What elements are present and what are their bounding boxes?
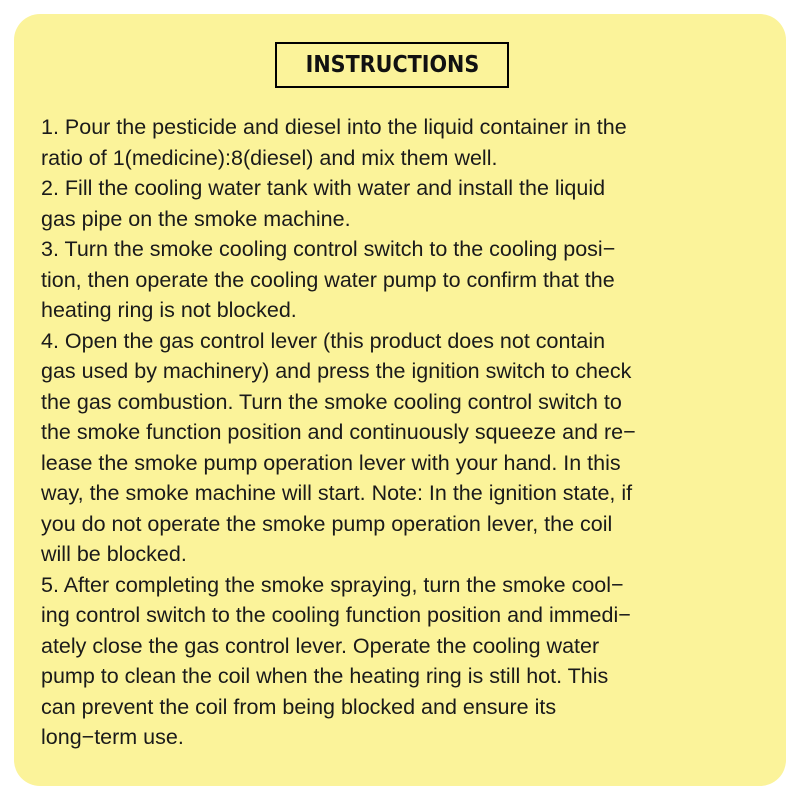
instruction-line: can prevent the coil from being blocked and ensure its xyxy=(41,694,557,719)
instruction-line: heating ring is not blocked. xyxy=(41,298,297,322)
instruction-line: the gas combustion. Turn the smoke cooling control switch to xyxy=(41,389,622,414)
instruction-line: will be blocked. xyxy=(41,542,187,566)
instruction-line: gas used by machinery) and press the ignition switch to check xyxy=(41,359,632,383)
instruction-card xyxy=(14,14,786,786)
instruction-line: gas pipe on the smoke machine. xyxy=(41,206,351,231)
instruction-line: long−term use. xyxy=(41,725,184,749)
instruction-line: ratio of 1(medicine):8(diesel) and mix them well. xyxy=(41,145,498,170)
instruction-line: 1. Pour the pesticide and diesel into the liquid container in the xyxy=(41,115,627,139)
instruction-line: 5. After completing the smoke spraying, turn the smoke cool− xyxy=(41,572,624,597)
title-box xyxy=(275,42,509,88)
instruction-line: the smoke function position and continuously squeeze and re− xyxy=(41,420,636,444)
instructions-body xyxy=(41,112,771,753)
instruction-line: you do not operate the smoke pump operation lever, the coil xyxy=(41,511,613,536)
instruction-line: pump to clean the coil when the heating ring is still hot. This xyxy=(41,664,609,688)
page-title: INSTRUCTIONS xyxy=(305,52,479,78)
instruction-line: ing control switch to the cooling function position and immedi− xyxy=(41,603,631,627)
instruction-line: 3. Turn the smoke cooling control switch to the cooling posi− xyxy=(41,237,616,261)
instruction-line: tion, then operate the cooling water pump to confirm that the xyxy=(41,267,615,292)
instruction-line: ately close the gas control lever. Operate the cooling water xyxy=(41,633,600,658)
instruction-line: 4. Open the gas control lever (this product does not contain xyxy=(41,328,606,353)
instruction-line: 2. Fill the cooling water tank with water and install the liquid xyxy=(41,176,606,200)
instruction-line: lease the smoke pump operation lever with your hand. In this xyxy=(41,450,621,475)
instruction-line: way, the smoke machine will start. Note: In the ignition state, if xyxy=(41,481,633,505)
